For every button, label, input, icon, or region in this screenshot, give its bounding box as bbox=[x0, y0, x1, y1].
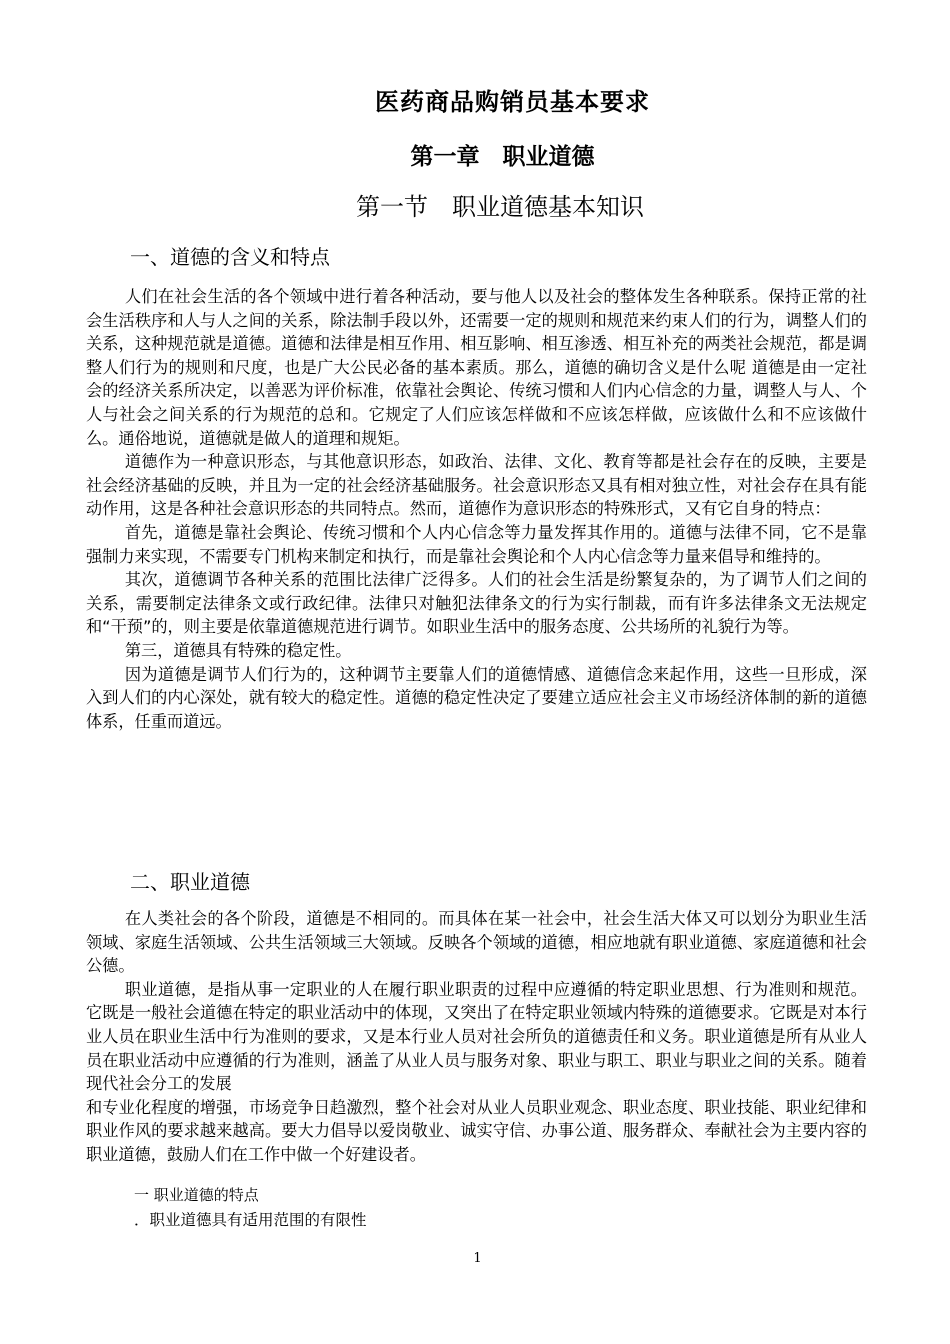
subheading: 一 职业道德的特点 bbox=[134, 1186, 259, 1204]
paragraph: 职业道德，是指从事一定职业的人在履行职业职责的过程中应遵循的特定职业思想、行为准则和规范。它既是一般社会道德在特定的职业活动中的体现，又突出了在特定职业领域内特殊的道德要求。它既是对本行业人员在职业生活中行为准则的要求，又是本行业人员对社会所负的道德责任和义务。职业道德是所有从业人员在职业活动中应遵循的行为准则，涵盖了从业人员与服务对象、职业与职工、职业与职业之间的关系。随着现代社会分工的发展 bbox=[86, 979, 867, 1094]
part1-body bbox=[86, 285, 867, 733]
page-number: 1 bbox=[473, 1251, 482, 1266]
paragraph: 首先，道德是靠社会舆论、传统习惯和个人内心信念等力量发挥其作用的。道德与法律不同，它不是靠强制力来实现，不需要专门机构来制定和执行，而是靠社会舆论和个人内心信念等力量来倡导和维持的。 bbox=[86, 522, 867, 566]
paragraph: 道德作为一种意识形态，与其他意识形态，如政治、法律、文化、教育等都是社会存在的反映，主要是社会经济基础的反映，并且为一定的社会经济基础服务。社会意识形态又具有相对独立性，对社会存在具有能动作用，这是各种社会意识形态的共同特点。然而，道德作为意识形态的特殊形式，又有它自身的特点： bbox=[86, 452, 867, 519]
paragraph: 第三，道德具有特殊的稳定性。 bbox=[124, 640, 352, 660]
part1-heading: 一、道德的含义和特点 bbox=[130, 245, 330, 269]
paragraph-continuation: 和专业化程度的增强，市场竞争日趋激烈，整个社会对从业人员职业观念、职业态度、职业技能、职业纪律和职业作风的要求越来越高。要大力倡导以爱岗敬业、诚实守信、办事公道、服务群众、奉献社会为主要内容的职业道德，鼓励人们在工作中做一个好建设者。 bbox=[86, 1097, 867, 1164]
list-item: ．职业道德具有适用范围的有限性 bbox=[134, 1211, 367, 1229]
paragraph: 其次，道德调节各种关系的范围比法律广泛得多。人们的社会生活是纷繁复杂的，为了调节人们之间的关系，需要制定法律条文或行政纪律。法律只对触犯法律条文的行为实行制裁，而有许多法律条文无法规定和“干预”的，则主要是依靠道德规范进行调节。如职业生活中的服务态度、公共场所的礼貌行为等。 bbox=[86, 570, 867, 637]
chapter-heading: 第一章 职业道德 bbox=[410, 144, 595, 170]
paragraph: 因为道德是调节人们行为的，这种调节主要靠人们的道德情感、道德信念来起作用，这些一旦形成，深入到人们的内心深处，就有较大的稳定性。道德的稳定性决定了要建立适应社会主义市场经济体制的新的道德体系，任重而道远。 bbox=[86, 664, 867, 731]
part2-heading: 二、职业道德 bbox=[130, 870, 250, 894]
paragraph: 人们在社会生活的各个领域中进行着各种活动，要与他人以及社会的整体发生各种联系。保持正常的社会生活秩序和人与人之间的关系，除法制手段以外，还需要一定的规则和规范来约束人们的行为，调整人们的关系，这种规范就是道德。道德和法律是相互作用、相互影响、相互渗透、相互补充的两类社会规范，都是调整人们行为的规则和尺度，也是广大公民必备的基本素质。那么，道德的确切含义是什么呢 道德是由一定社会的经济关系所决定，以善恶为评价标准，依靠社会舆论、传统习惯和人们内心信念的力量，调整人与人、个人与社会之间关系的行为规范的总和。它规定了人们应该怎样做和不应该怎样做，应该做什么和不应该做什么。通俗地说，道德就是做人的道理和规矩。 bbox=[86, 287, 867, 448]
part2-body bbox=[86, 907, 867, 1167]
document-title: 医药商品购销员基本要求 bbox=[375, 88, 650, 116]
section-heading: 第一节 职业道德基本知识 bbox=[356, 193, 644, 221]
paragraph: 在人类社会的各个阶段，道德是不相同的。而具体在某一社会中，社会生活大体又可以划分为职业生活领域、家庭生活领域、公共生活领域三大领域。反映各个领域的道德，相应地就有职业道德、家庭道德和社会公德。 bbox=[86, 909, 867, 976]
